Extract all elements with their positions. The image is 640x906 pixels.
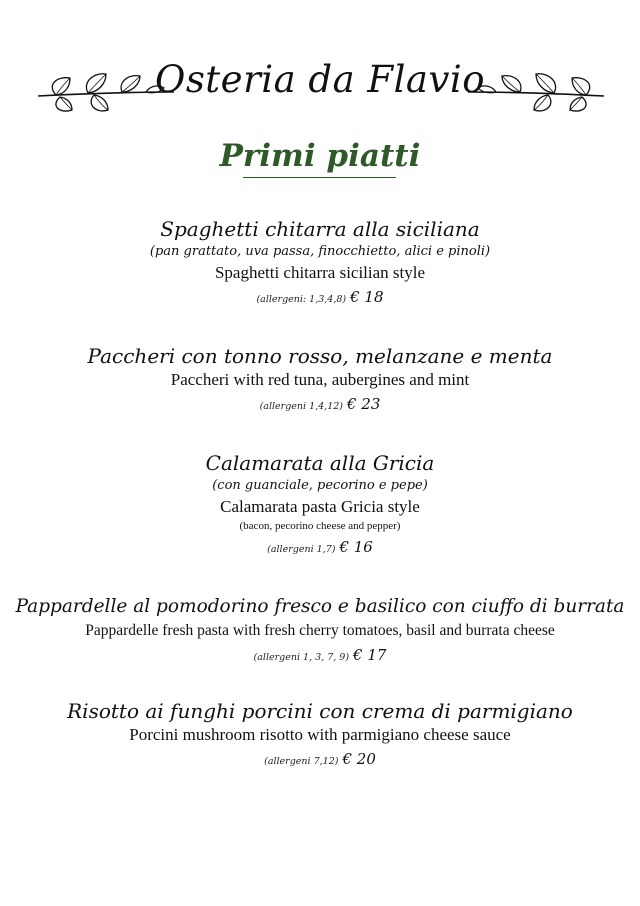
section-underline xyxy=(243,177,396,178)
section-title: Primi piatti xyxy=(219,138,421,174)
dish-name: Pappardelle al pomodorino fresco e basilico con ciuffo di burrata xyxy=(15,596,625,617)
dish-price: € 20 xyxy=(342,750,376,768)
dish-english-name: Porcini mushroom risotto with parmigiano cheese sauce xyxy=(129,725,511,744)
dish-allergens: (allergeni 1, 3, 7, 9) xyxy=(253,652,350,663)
dish-allergens: (allergeni 7,12) xyxy=(264,756,339,767)
olive-branch-right-icon xyxy=(466,62,606,120)
dish-allergens: (allergeni: 1,3,4,8) xyxy=(256,294,347,305)
dish-allergens: (allergeni 1,4,12) xyxy=(259,401,343,412)
dish-italian-description: (pan grattato, uva passa, finocchietto, alici e pinoli) xyxy=(149,244,491,259)
dish-allergens: (allergeni 1,7) xyxy=(267,544,336,555)
dish-meta xyxy=(0,749,640,772)
dish-english-name: Pappardelle fresh pasta with fresh cherry tomatoes, basil and burrata cheese xyxy=(85,622,555,639)
dish-price: € 17 xyxy=(353,646,387,664)
dish-price: € 16 xyxy=(339,538,373,556)
dish-name: Spaghetti chitarra alla siciliana xyxy=(160,217,480,241)
dish-meta xyxy=(0,537,640,560)
restaurant-title: Osteria da Flavio xyxy=(154,58,485,101)
dish-name: Paccheri con tonno rosso, melanzane e menta xyxy=(87,344,553,368)
menu-item xyxy=(0,343,640,417)
menu-header xyxy=(0,48,640,128)
dish-price: € 18 xyxy=(350,288,384,306)
dish-meta xyxy=(0,287,640,310)
dish-price: € 23 xyxy=(347,395,381,413)
menu-item xyxy=(0,216,640,310)
menu-item xyxy=(0,698,640,772)
menu-item xyxy=(0,450,640,560)
menu-item xyxy=(0,594,640,668)
dish-name: Risotto ai funghi porcini con crema di parmigiano xyxy=(67,699,573,723)
dish-english-name: Paccheri with red tuna, aubergines and mint xyxy=(170,370,470,389)
dish-name: Calamarata alla Gricia xyxy=(205,451,435,475)
dish-meta xyxy=(0,645,640,668)
dish-english-description: (bacon, pecorino cheese and pepper) xyxy=(239,520,401,532)
dish-italian-description: (con guanciale, pecorino e pepe) xyxy=(212,478,428,493)
dish-english-name: Spaghetti chitarra sicilian style xyxy=(214,263,426,282)
dish-meta xyxy=(0,394,640,417)
dish-english-name: Calamarata pasta Gricia style xyxy=(220,497,420,516)
